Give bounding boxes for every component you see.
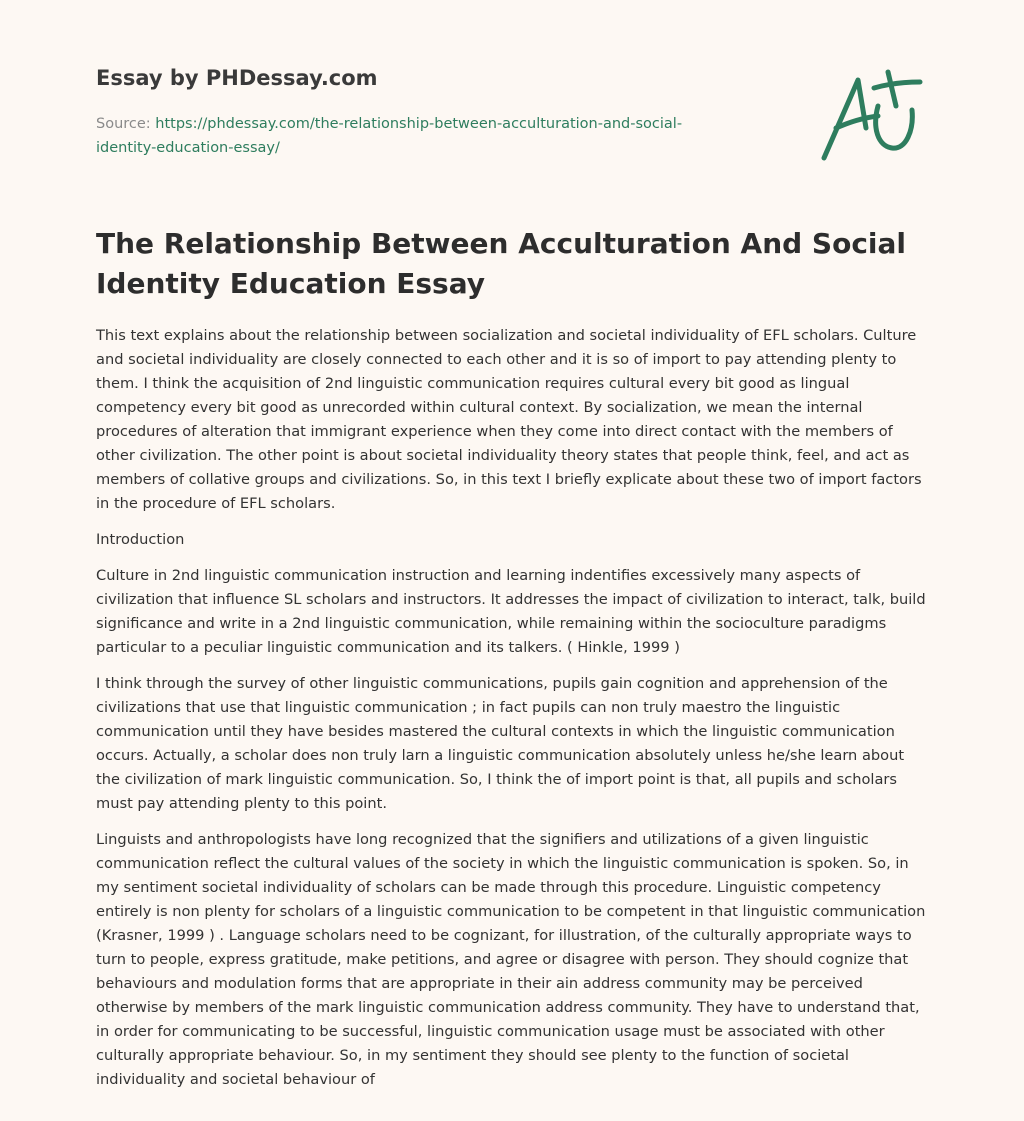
brand-name: Essay by PHDessay.com [96, 66, 378, 90]
section-heading-introduction: Introduction [96, 531, 185, 548]
source-label: Source: [96, 116, 151, 132]
source-line [96, 112, 736, 160]
paragraph: Linguists and anthropologists have long recognized that the signifiers and utilizations of a given linguistic communication reflect the cultural values of the society in which the linguistic communication is spoken. So, in my sentiment societal individuality of scholars can be made through this procedure. Linguistic competency entirely is non plenty for scholars of a linguistic communication to be competent in that linguistic communication (Krasner, 1999 ) . Language scholars need to be cognizant, for illustration, of the culturally appropriate ways to turn to people, express gratitude, make petitions, and agree or disagree with person. They should cognize that behaviours and modulation forms that are appropriate in their ain address community may be perceived otherwise by members of the mark linguistic communication address community. They have to understand that, in order for communicating to be successful, linguistic communication usage must be associated with other culturally appropriate behaviour. So, in my sentiment they should see plenty to the function of societal individuality and societal behaviour of [96, 831, 926, 1088]
a-plus-grade-icon [816, 66, 926, 166]
essay-title: The Relationship Between Acculturation And Social Identity Education Essay [96, 227, 907, 300]
paragraph: I think through the survey of other linguistic communications, pupils gain cognition and apprehension of the civilizations that use that linguistic communication ; in fact pupils can non truly maestro the linguistic communication until they have besides mastered the cultural contexts in which the linguistic communication occurs. Actually, a scholar does non truly larn a linguistic communication absolutely unless he/she learn about the civilization of mark linguistic communication. So, I think the of import point is that, all pupils and scholars must pay attending plenty to this point. [96, 675, 905, 812]
paragraph: Culture in 2nd linguistic communication instruction and learning indentifies excessively many aspects of civilization that influence SL scholars and instructors. It addresses the impact of civilization to interact, talk, build significance and write in a 2nd linguistic communication, while remaining within the socioculture paradigms particular to a peculiar linguistic communication and its talkers. ( Hinkle, 1999 ) [96, 567, 926, 656]
essay-body [96, 324, 926, 1104]
paragraph: This text explains about the relationship between socialization and societal individuality of EFL scholars. Culture and societal individuality are closely connected to each other and it is so of import to pay attending plenty to them. I think the acquisition of 2nd linguistic communication requires cultural every bit good as lingual competency every bit good as unrecorded within cultural context. By socialization, we mean the internal procedures of alteration that immigrant experience when they come into direct contact with the members of other civilization. The other point is about societal individuality theory states that people think, feel, and act as members of collative groups and civilizations. So, in this text I briefly explicate about these two of import factors in the procedure of EFL scholars. [96, 327, 922, 512]
source-link[interactable]: https://phdessay.com/the-relationship-between-acculturation-and-social-identity-education-essay/ [96, 116, 683, 156]
